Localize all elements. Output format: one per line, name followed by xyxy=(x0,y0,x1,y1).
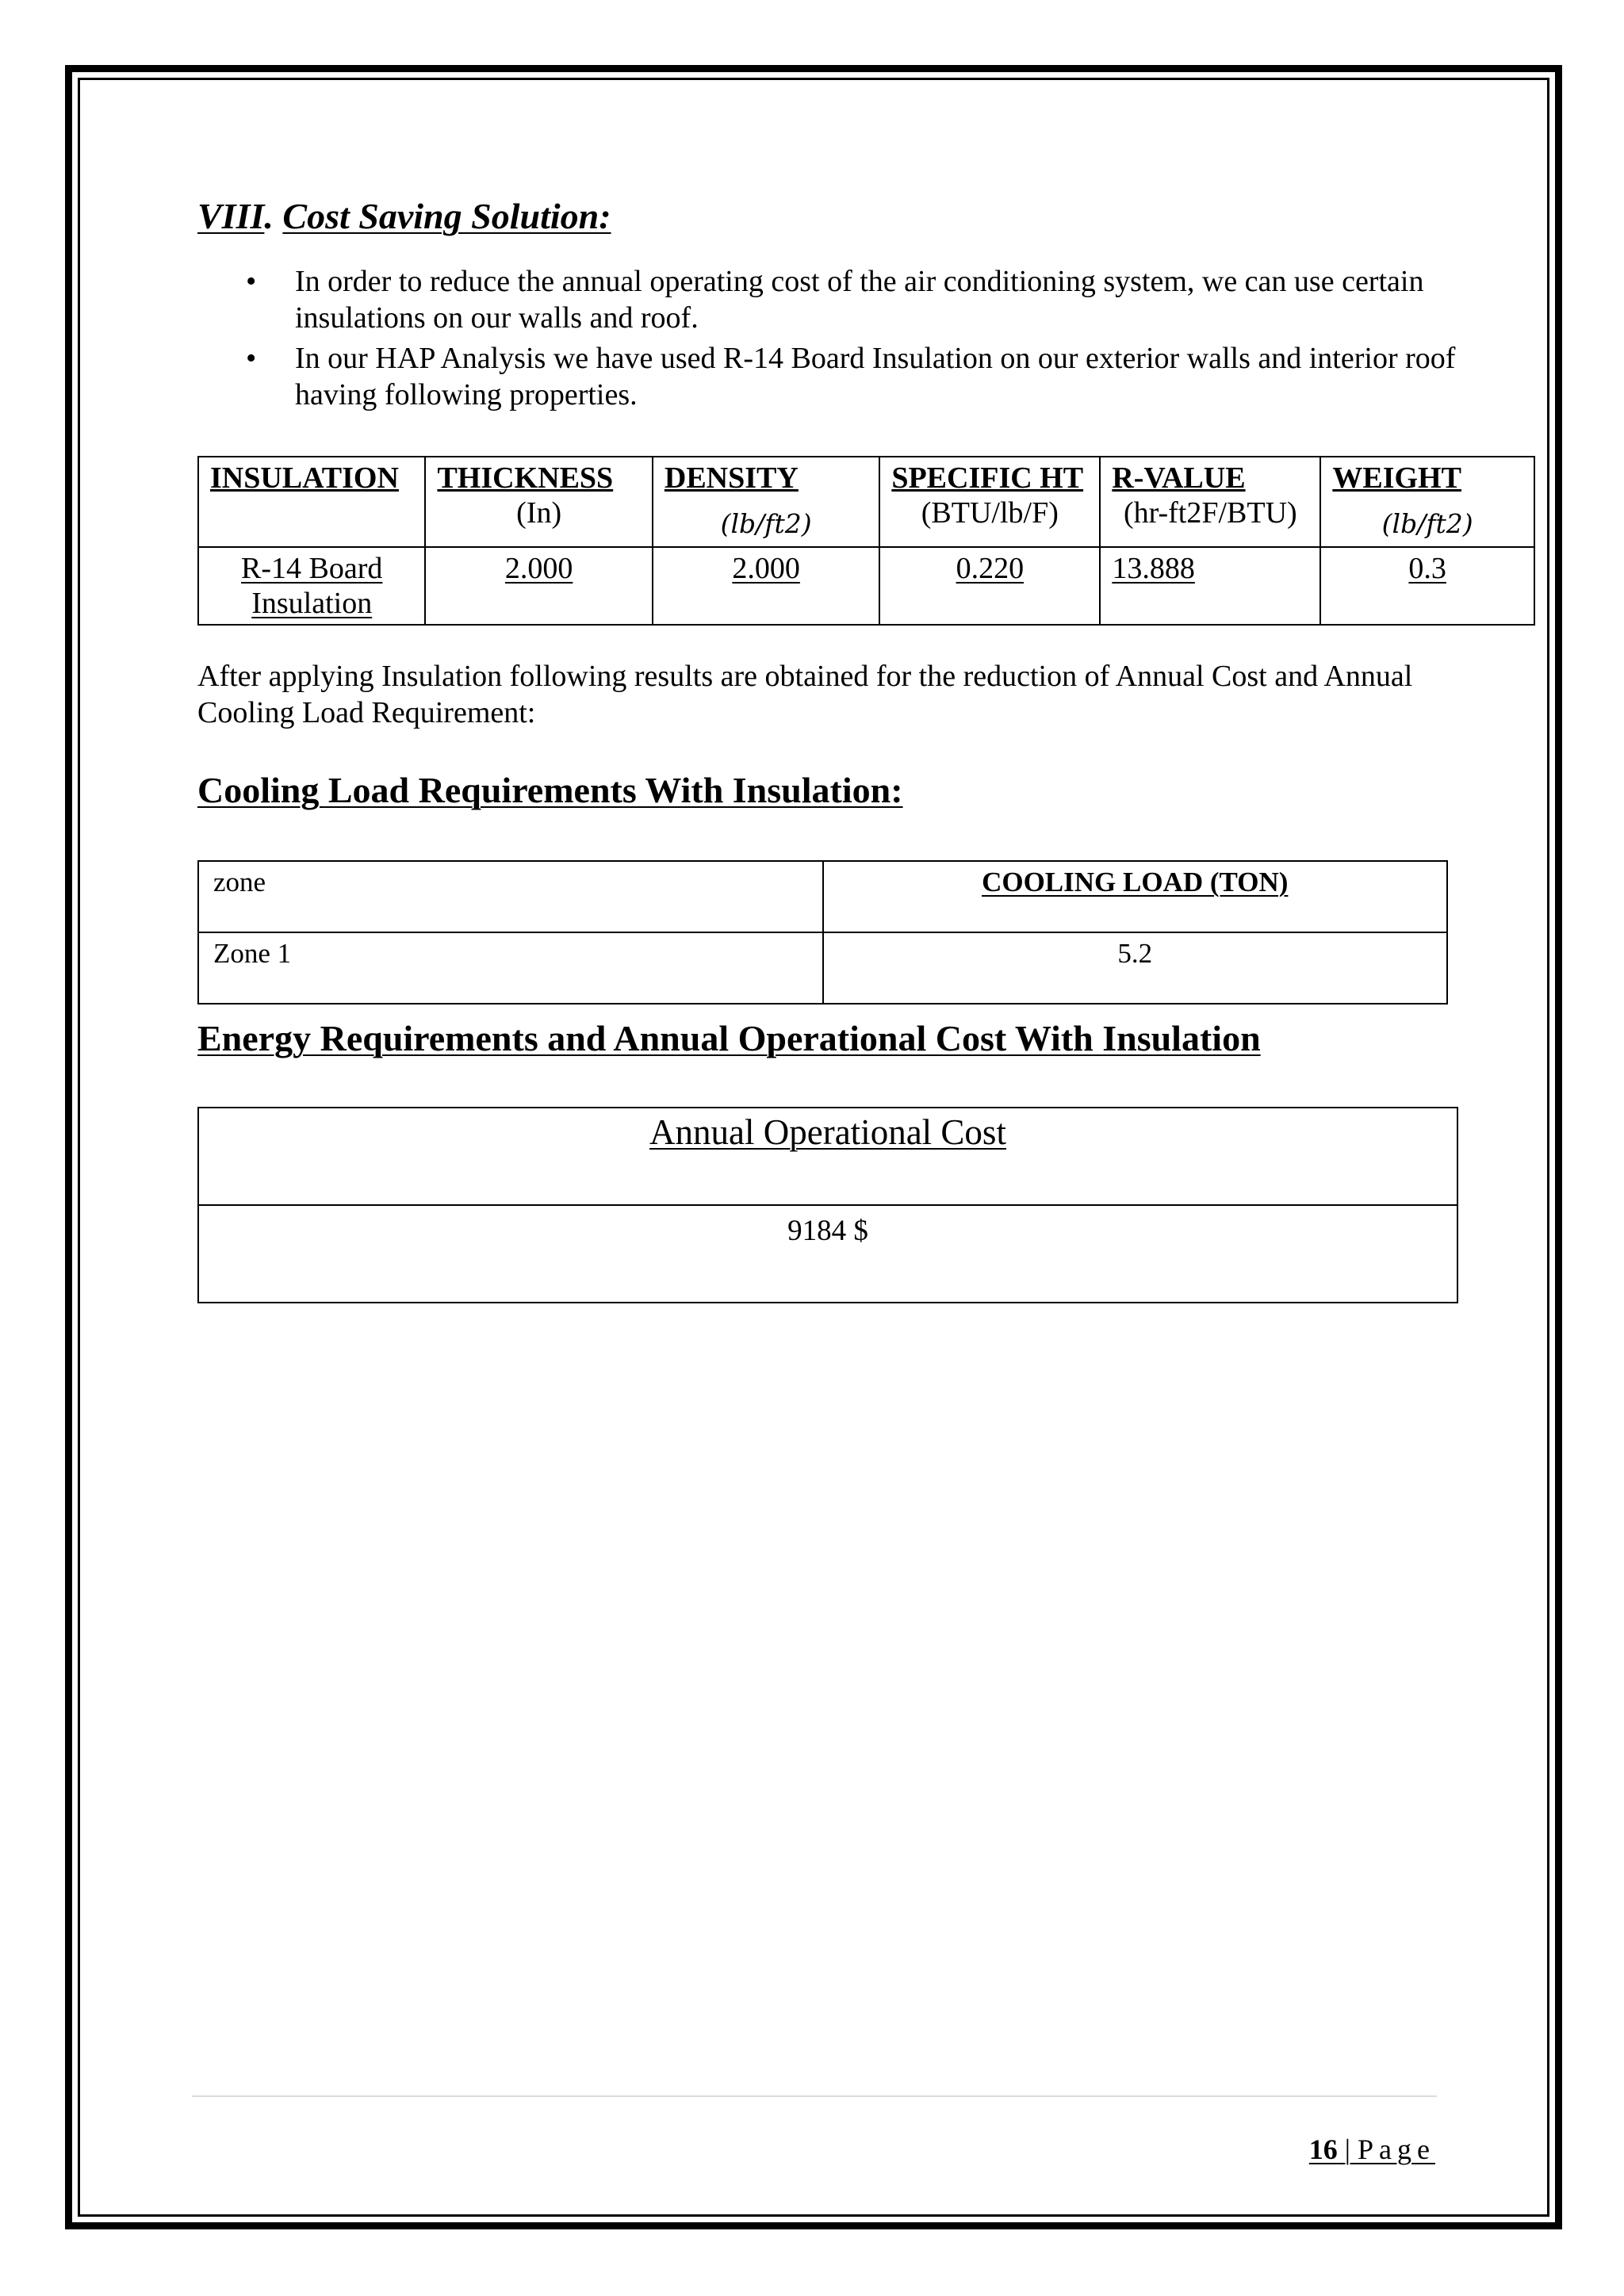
section-title: Cost Saving Solution: xyxy=(282,196,611,236)
insulation-properties-table xyxy=(197,456,1535,626)
page-number: 16 xyxy=(1308,2133,1338,2165)
table-header-row xyxy=(198,1108,1457,1205)
cell-cooling-load: 5.2 xyxy=(823,932,1448,1004)
header-annual-cost: Annual Operational Cost xyxy=(198,1108,1457,1205)
table-row xyxy=(198,547,1534,625)
cell-r-value: 13.888 xyxy=(1100,547,1320,625)
page-label: Page xyxy=(1358,2133,1435,2165)
bullet-icon: • xyxy=(246,265,257,298)
header-density: DENSITY (lb/ft2) xyxy=(653,457,879,547)
table-row xyxy=(198,932,1447,1004)
cell-annual-cost: 9184 $ xyxy=(198,1205,1457,1303)
table-header-row xyxy=(198,861,1447,932)
cell-insulation: R-14 Board Insulation xyxy=(198,547,425,625)
cooling-load-heading: Cooling Load Requirements With Insulation: xyxy=(197,770,903,810)
header-weight: WEIGHT (lb/ft2) xyxy=(1320,457,1534,547)
footer-divider xyxy=(192,2095,1437,2097)
cooling-load-table xyxy=(197,860,1448,1004)
header-specific-ht: SPECIFIC HT (BTU/lb/F) xyxy=(879,457,1100,547)
cell-density: 2.000 xyxy=(653,547,879,625)
header-insulation: INSULATION xyxy=(198,457,425,547)
footer-separator: | xyxy=(1344,2133,1351,2165)
header-thickness: THICKNESS (In) xyxy=(425,457,652,547)
page-footer xyxy=(1309,2133,1435,2166)
section-heading: VIII. Cost Saving Solution: xyxy=(197,196,611,236)
bullet-icon: • xyxy=(246,342,257,375)
bullet-list xyxy=(238,263,1459,417)
cell-zone: Zone 1 xyxy=(198,932,823,1004)
header-zone: zone xyxy=(198,861,823,932)
section-numeral: VIII xyxy=(197,196,265,236)
cell-thickness: 2.000 xyxy=(425,547,652,625)
energy-cost-heading: Energy Requirements and Annual Operational Cost With Insulation xyxy=(197,1018,1261,1058)
annual-cost-table xyxy=(197,1107,1458,1303)
header-r-value: R-VALUE (hr-ft2F/BTU) xyxy=(1100,457,1320,547)
bullet-item: • In our HAP Analysis we have used R-14 Board Insulation on our exterior walls and interior roof having following properties. xyxy=(246,342,1456,411)
cell-specific-ht: 0.220 xyxy=(879,547,1100,625)
table-row xyxy=(198,1205,1457,1303)
table-header-row xyxy=(198,457,1534,547)
cell-weight: 0.3 xyxy=(1320,547,1534,625)
header-cooling-load: COOLING LOAD (TON) xyxy=(823,861,1448,932)
results-intro-text: After applying Insulation following results are obtained for the reduction of Annual Cost and Annual Cooling Load Requirement: xyxy=(197,660,1413,729)
bullet-item: • In order to reduce the annual operating cost of the air conditioning system, we can use certain insulations on our walls and roof. xyxy=(246,265,1424,335)
